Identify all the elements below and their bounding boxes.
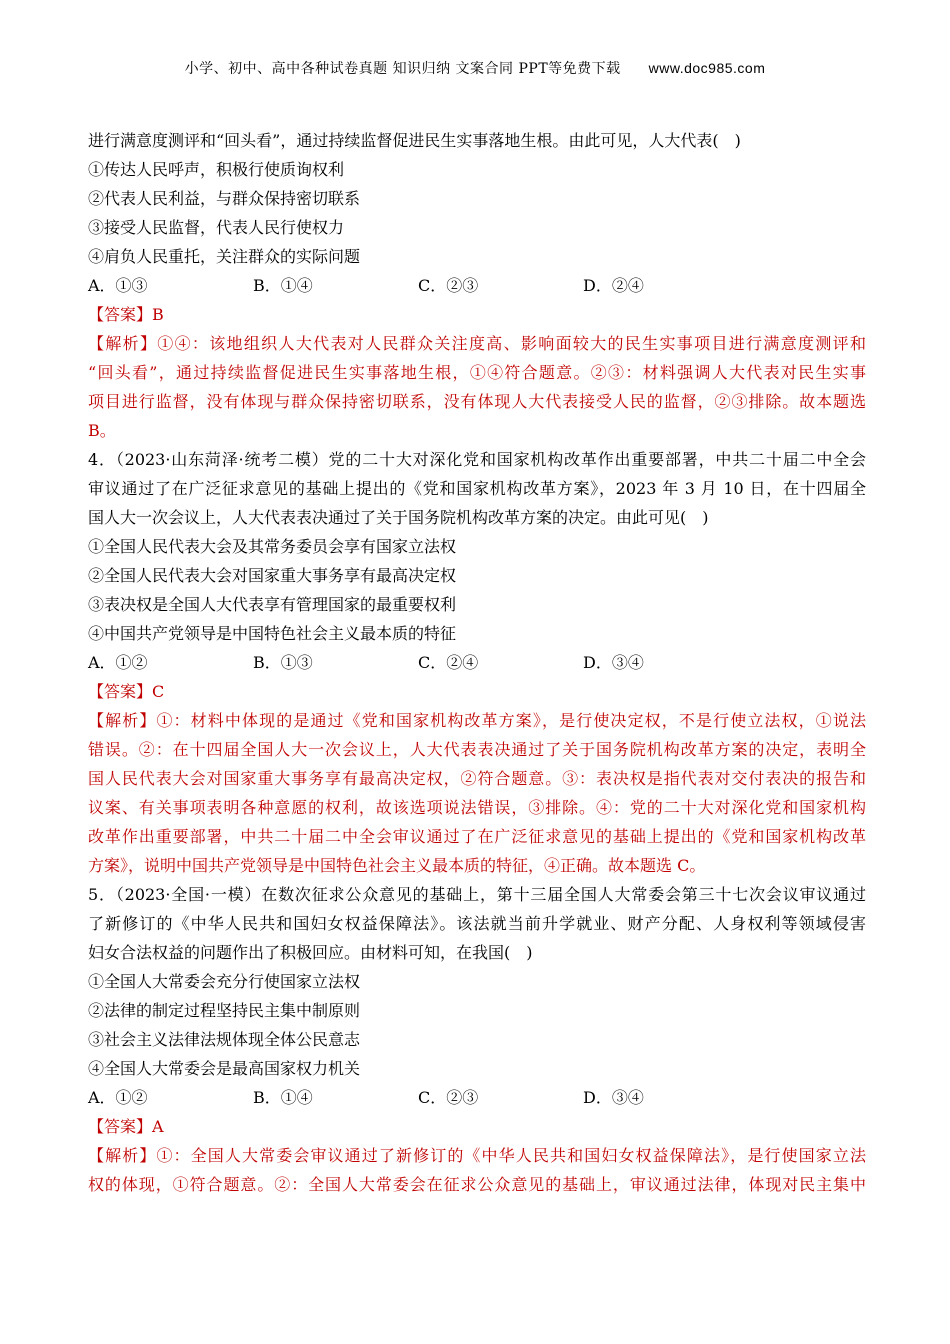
answer-options [88,648,866,677]
analysis-line: 议案、有关事项表明各种意愿的权利，故该选项说法错误，③排除。④：党的二十大对深化党和国家机构 [88,798,866,817]
option-d: D．③④ [583,1088,644,1107]
document-content [88,126,866,1199]
question-item: ②法律的制定过程坚持民主集中制原则 [88,1001,361,1020]
option-c: C．②③ [418,1088,479,1107]
option-d: D．③④ [583,653,644,672]
question-stem-line: 妇女合法权益的问题作出了积极回应。由材料可知，在我国( ) [88,943,533,962]
question-stem-line: 了新修订的《中华人民共和国妇女权益保障法》。该法就当前升学就业、财产分配、人身权利等领域侵害 [88,914,866,933]
question-item: ①传达人民呼声，积极行使质询权利 [88,160,345,179]
analysis-line: 错误。②：在十四届全国人大一次会议上，人大代表表决通过了关于国务院机构改革方案的决定，表明全 [88,740,866,759]
analysis-line: “回头看”，通过持续监督促进民生实事落地生根，①④符合题意。②③：材料强调人大代表对民生实事 [88,363,866,382]
option-d: D．②④ [583,276,644,295]
header-site: www.doc985.com [648,60,766,76]
answer-options [88,271,866,300]
analysis-line: B。 [88,421,116,440]
question-item: ③社会主义法律法规体现全体公民意志 [88,1030,361,1049]
question-item: ④肩负人民重托，关注群众的实际问题 [88,247,361,266]
question-item: ④中国共产党领导是中国特色社会主义最本质的特征 [88,624,457,643]
answer-line: 【答案】C [88,682,165,701]
analysis-line: 项目进行监督，没有体现与群众保持密切联系，没有体现人大代表接受人民的监督，②③排除。故本题选 [88,392,866,411]
option-b: B．①③ [253,653,313,672]
question-item: ①全国人大常委会充分行使国家立法权 [88,972,361,991]
question-item: ②代表人民利益，与群众保持密切联系 [88,189,361,208]
question-item: ④全国人大常委会是最高国家权力机关 [88,1059,361,1078]
question-stem-line: 审议通过了在广泛征求意见的基础上提出的《党和国家机构改革方案》，2023 年 3 月 10 日，在十四届全 [88,479,866,498]
option-c: C．②③ [418,276,479,295]
question-stem-line: 4．（2023·山东菏泽·统考二模）党的二十大对深化党和国家机构改革作出重要部署，中共二十届二中全会 [88,450,866,469]
question-item: ③接受人民监督，代表人民行使权力 [88,218,345,237]
option-b: B．①④ [253,1088,313,1107]
analysis-line: 【解析】①：全国人大常委会审议通过了新修订的《中华人民共和国妇女权益保障法》，是行使国家立法 [88,1146,866,1165]
question-3 [88,126,866,445]
analysis-line: 改革作出重要部署，中共二十届二中全会审议通过了在广泛征求意见的基础上提出的《党和国家机构改革 [88,827,866,846]
question-stem-line: 国人大一次会议上，人大代表表决通过了关于国务院机构改革方案的决定。由此可见( ) [88,508,709,527]
answer-line: 【答案】B [88,305,164,324]
option-a: A．①② [88,653,148,672]
analysis-line: 权的体现，①符合题意。②：全国人大常委会在征求公众意见的基础上，审议通过法律，体现对民主集中 [88,1175,866,1194]
analysis-line: 国人民代表大会对国家重大事务享有最高决定权，②符合题意。③：表决权是指代表对交付表决的报告和 [88,769,866,788]
analysis-line: 【解析】①：材料中体现的是通过《党和国家机构改革方案》，是行使决定权，不是行使立法权，①说法 [88,711,866,730]
answer-line: 【答案】A [88,1117,164,1136]
question-stem-line: 5．（2023·全国·一模）在数次征求公众意见的基础上，第十三届全国人大常委会第三十七次会议审议通过 [88,885,866,904]
question-item: ③表决权是全国人大代表享有管理国家的最重要权利 [88,595,457,614]
question-4 [88,445,866,880]
question-item: ②全国人民代表大会对国家重大事务享有最高决定权 [88,566,457,585]
answer-options [88,1083,866,1112]
question-5 [88,880,866,1199]
option-a: A．①② [88,1088,148,1107]
question-item: ①全国人民代表大会及其常务委员会享有国家立法权 [88,537,457,556]
option-a: A．①③ [88,276,148,295]
header-text: 小学、初中、高中各种试卷真题 知识归纳 文案合同 PPT等免费下载 [184,61,621,77]
analysis-line: 【解析】①④：该地组织人大代表对人民群众关注度高、影响面较大的民生实事项目进行满意度测评和 [88,334,866,353]
question-stem-line: 进行满意度测评和“回头看”，通过持续监督促进民生实事落地生根。由此可见，人大代表( ) [88,131,741,150]
option-b: B．①④ [253,276,313,295]
page-header [0,58,950,78]
analysis-line: 方案》，说明中国共产党领导是中国特色社会主义最本质的特征，④正确。故本题选 C。 [88,856,706,875]
option-c: C．②④ [418,653,479,672]
